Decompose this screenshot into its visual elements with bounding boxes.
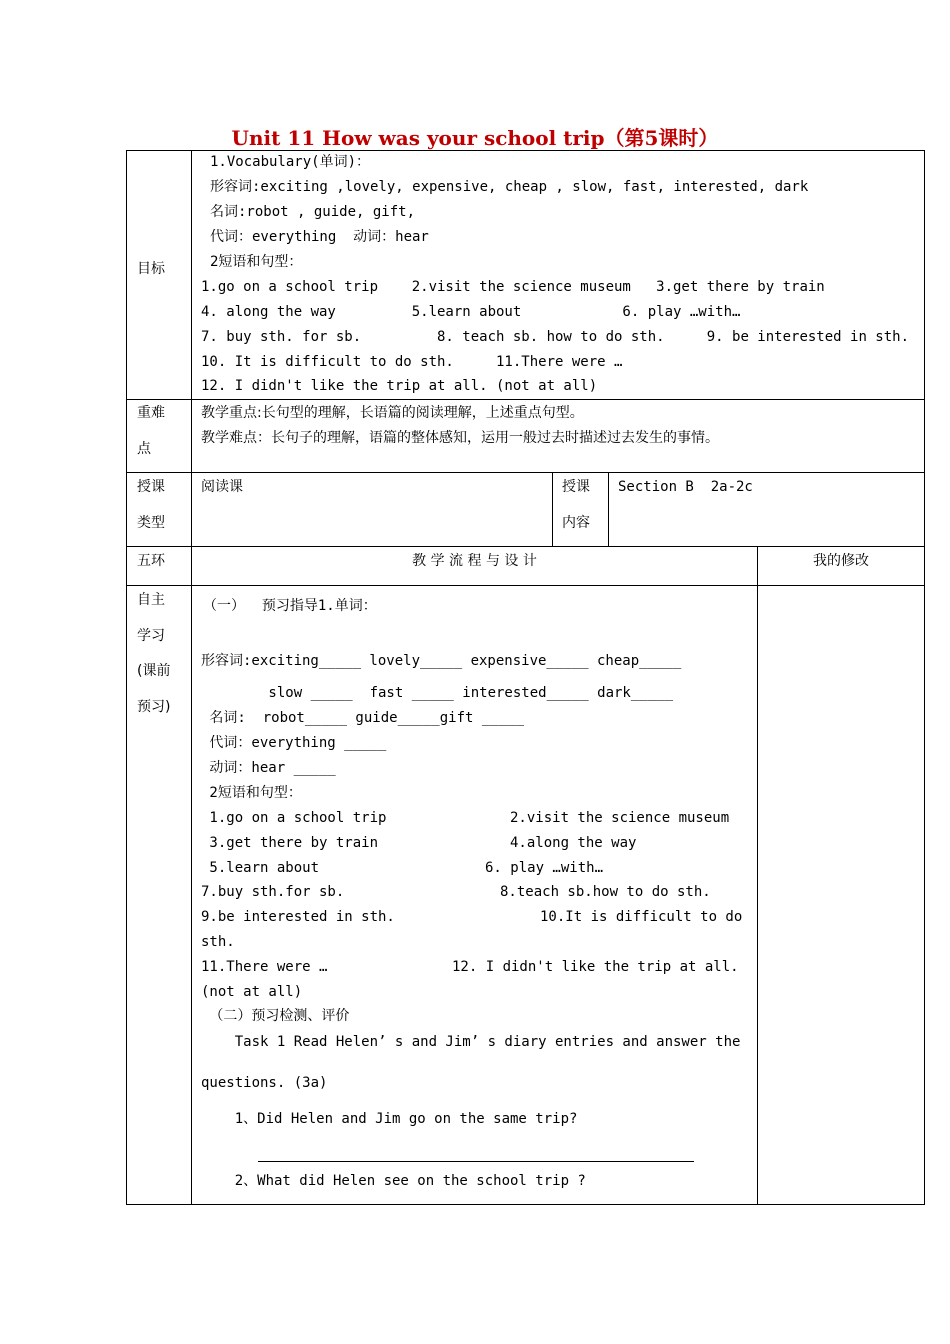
preview-heading: （一） 预习指导1.单词： (203, 598, 377, 614)
keypoints-line: 教学难点：长句子的理解，语篇的整体感知，运用一般过去时描述过去发生的事情。 (201, 430, 719, 446)
vocab-line: slow _____ fast _____ interested_____ dark_____ (201, 685, 674, 701)
table-col-divider (552, 472, 553, 546)
vocab-line: 形容词:exciting_____ lovely_____ expensive_____ cheap_____ (201, 653, 682, 669)
vocab-line: 动词：hear _____ (201, 760, 336, 776)
question-1: 1、Did Helen and Jim go on the same trip? (201, 1111, 578, 1127)
header-col-design: 教 学 流 程 与 设 计 (412, 553, 537, 569)
table-row-divider (126, 399, 925, 400)
phrase-item: 1.go on a school trip (201, 810, 387, 826)
phrase-item: 8.teach sb.how to do sth. (500, 884, 711, 900)
header-col-revision: 我的修改 (813, 553, 869, 569)
phrase-item: 6. play …with… (485, 860, 604, 876)
phrase-item: 10.It is difficult to do (540, 909, 743, 925)
goals-line: 代词：everything 动词：hear (210, 229, 429, 245)
lesson-content-label: 授课 (562, 479, 590, 495)
phrase-heading: 2短语和句型： (201, 785, 302, 801)
vocab-line: 代词：everything _____ (201, 735, 387, 751)
check-heading: （二）预习检测、评价 (201, 1008, 350, 1024)
goals-line: 形容词:exciting ,lovely, expensive, cheap , slow, fast, interested, dark (210, 179, 809, 195)
table-row-divider (126, 546, 925, 547)
phrase-item: 7.buy sth.for sb. (201, 884, 345, 900)
answer-line (258, 1161, 694, 1162)
self-study-label: 学习 (137, 628, 165, 644)
phrase-item: 5.learn about (201, 860, 320, 876)
phrase-item: 2.visit the science museum (510, 810, 730, 826)
table-row-divider (126, 585, 925, 586)
goals-line: 4. along the way 5.learn about 6. play …with… (201, 304, 741, 320)
self-study-label: 自主 (137, 592, 165, 608)
lesson-type-label: 授课 (137, 479, 165, 495)
table-col-divider (608, 472, 609, 546)
table-border-bottom (126, 1204, 925, 1205)
keypoints-label: 点 (137, 441, 151, 457)
lesson-content-label: 内容 (562, 515, 590, 531)
table-col-divider (757, 546, 758, 1204)
goals-line: 12. I didn't like the trip at all. (not at all) (201, 378, 598, 394)
lesson-type-value: 阅读课 (201, 479, 243, 495)
phrase-item: 4.along the way (510, 835, 637, 851)
self-study-label: (课前 (137, 663, 171, 679)
header-col-steps: 五环 (137, 553, 165, 569)
goals-line: 10. It is difficult to do sth. 11.There were … (201, 354, 623, 370)
question-2: 2、What did Helen see on the school trip ? (201, 1173, 586, 1189)
phrase-item: 12. I didn't like the trip at all. (452, 959, 739, 975)
lesson-content-value: Section B 2a-2c (618, 479, 753, 495)
table-row-divider (126, 472, 925, 473)
phrase-item: (not at all) (201, 984, 303, 1000)
goals-line: 1.Vocabulary(单词)： (210, 154, 371, 170)
goals-label: 目标 (137, 261, 165, 277)
self-study-label: 预习) (137, 699, 171, 715)
table-border-left (126, 150, 127, 1204)
vocab-line: 名词: robot_____ guide_____gift _____ (201, 710, 525, 726)
keypoints-line: 教学重点:长句型的理解，长语篇的阅读理解，上述重点句型。 (201, 405, 584, 421)
goals-line: 2短语和句型： (210, 254, 303, 270)
task-instruction: questions. (3a) (201, 1075, 328, 1091)
table-col-divider (191, 150, 192, 1204)
goals-line: 7. buy sth. for sb. 8. teach sb. how to do sth. 9. be interested in sth. (201, 329, 910, 345)
lesson-type-label: 类型 (137, 515, 165, 531)
table-border-right (924, 150, 925, 1204)
table-border-top (126, 150, 925, 151)
keypoints-label: 重难 (137, 405, 165, 421)
phrase-item: 9.be interested in sth. (201, 909, 395, 925)
phrase-item: 11.There were … (201, 959, 328, 975)
task-instruction: Task 1 Read Helen’ s and Jim’ s diary entries and answer the (201, 1034, 741, 1050)
phrase-item: 3.get there by train (201, 835, 379, 851)
phrase-item: sth. (201, 934, 235, 950)
goals-line: 1.go on a school trip 2.visit the science museum 3.get there by train (201, 279, 825, 295)
goals-line: 名词:robot , guide, gift, (210, 204, 416, 220)
page-title: Unit 11 How was your school trip（第5课时） (231, 126, 719, 150)
